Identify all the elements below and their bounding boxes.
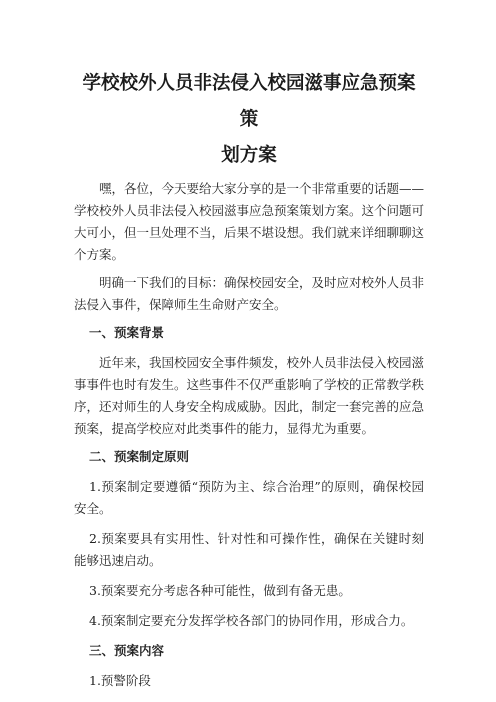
- principle-item-4: 4.预案制定要充分发挥学校各部门的协同作用，形成合力。: [89, 613, 414, 628]
- principle-item-2: 2.预案要具有实用性、针对性和可操作性，确保在关键时刻能够迅速启动。: [74, 531, 424, 568]
- principle-item-3: 3.预案要充分考虑各种可能性，做到有备无患。: [89, 583, 351, 598]
- document-title: [74, 66, 424, 174]
- section-background-body: 近年来，我国校园安全事件频发，校外人员非法侵入校园滋事事件也时有发生。这些事件不仅严重影响了学校的正常教学秩序，还对师生的人身安全构成威胁。因此，制定一套完善的应急预案，提高学校应对此类事件的能力，显得尤为重要。: [74, 355, 425, 436]
- content-item-1: 1.预警阶段: [89, 673, 151, 688]
- intro-paragraph-1: 嘿，各位，今天要给大家分享的是一个非常重要的话题——学校校外人员非法侵入校园滋事应急预案策划方案。这个问题可大可小，但一旦处理不当，后果不堪设想。我们就来详细聊聊这个方案。: [74, 181, 425, 262]
- section-heading-background: 一、预案背景: [89, 325, 165, 340]
- intro-paragraph-2: 明确一下我们的目标：确保校园安全，及时应对校外人员非法侵入事件，保障师生生命财产安全。: [74, 275, 425, 312]
- title-line-1: 学校校外人员非法侵入校园滋事应急预案策: [82, 73, 416, 130]
- section-heading-principles: 二、预案制定原则: [89, 449, 190, 464]
- section-heading-content: 三、预案内容: [89, 643, 165, 658]
- principle-item-1: 1.预案制定要遵循“预防为主、综合治理”的原则，确保校园安全。: [74, 479, 424, 516]
- title-line-2: 划方案: [221, 145, 277, 166]
